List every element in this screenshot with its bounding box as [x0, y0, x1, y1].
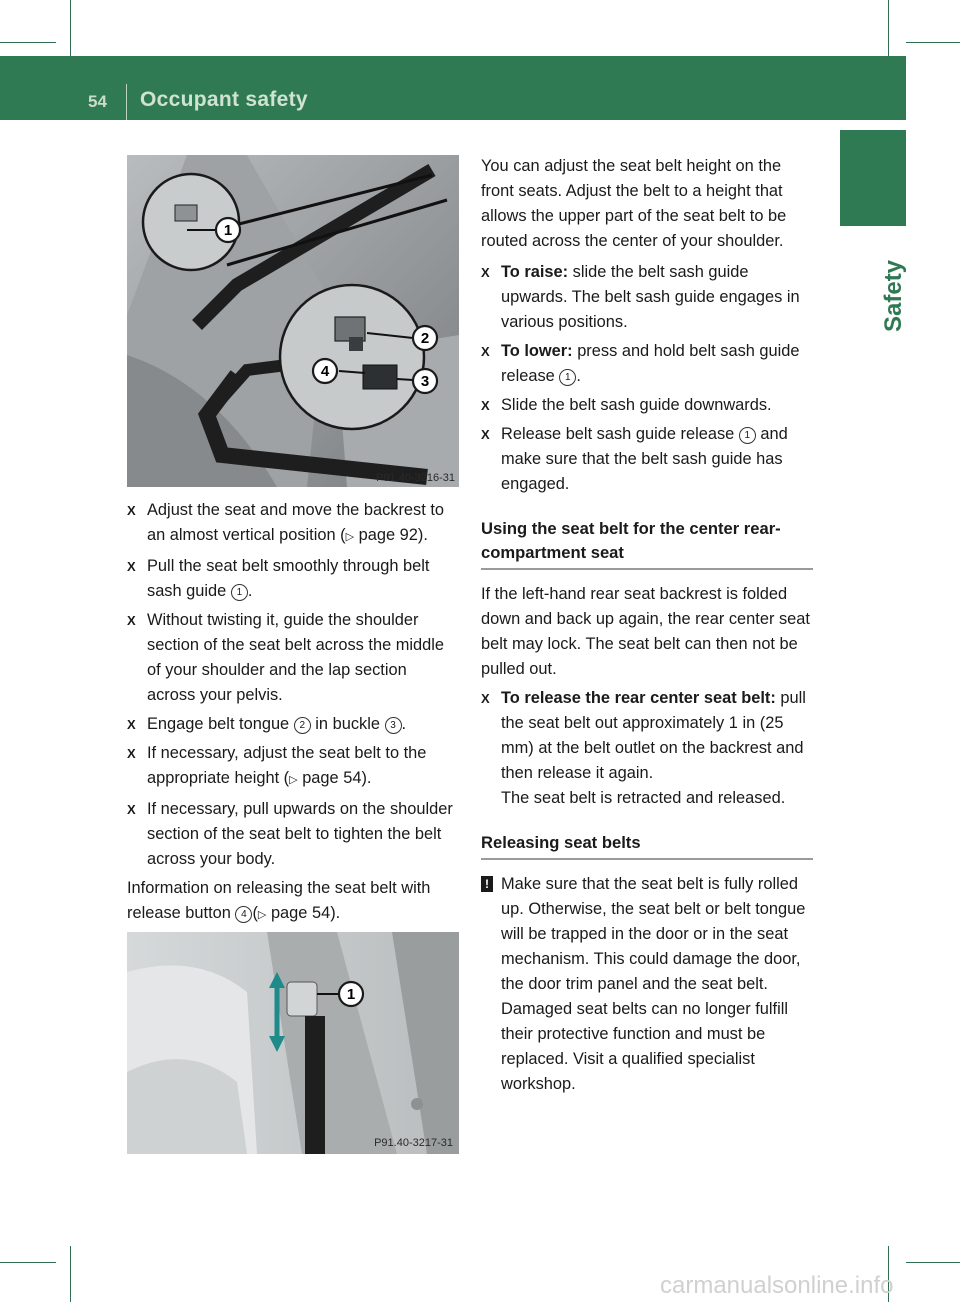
- arrow-icon: X: [481, 427, 490, 442]
- intro-paragraph: You can adjust the seat belt height on the front seats. Adjust the belt to a height that allows the upper part of the seat belt to be routed across the center of your shoulder.: [481, 157, 787, 250]
- step-item: X To release the rear center seat belt: pull the seat belt out approximately 1 in (25 mm) at the belt outlet on the backrest and then release it again. The seat belt is retracted and released.: [481, 686, 813, 811]
- step-item: X Release belt sash guide release 1 and make sure that the belt sash guide has engaged.: [481, 422, 813, 497]
- seat-belt-illustration: [127, 155, 459, 487]
- page-reference[interactable]: page 54: [270, 904, 331, 922]
- detail-circle-2: [280, 285, 424, 429]
- crop-mark: [70, 0, 71, 56]
- arrow-icon: X: [127, 746, 136, 761]
- crop-mark: [888, 0, 889, 56]
- page-reference[interactable]: page 92: [358, 526, 418, 544]
- arrow-icon: X: [481, 344, 490, 359]
- page-reference[interactable]: page 54: [302, 769, 362, 787]
- section-tab-block: [840, 130, 906, 226]
- callout-1-label: 1: [223, 222, 233, 239]
- warning-icon: !: [481, 876, 493, 892]
- page-ref-icon: ▷: [345, 531, 355, 543]
- seat-belt-figure: [127, 155, 459, 487]
- step-item: X To raise: slide the belt sash guide upwards. The belt sash guide engages in various positions.: [481, 260, 813, 335]
- callout-ref: 1: [231, 584, 248, 601]
- callout-4-label: 4: [320, 363, 330, 380]
- header-bar: [0, 56, 906, 120]
- result-text: The seat belt is retracted and released.: [501, 789, 786, 807]
- belt-height-illustration: [127, 932, 459, 1154]
- left-column: [127, 498, 459, 991]
- arrow-icon: X: [481, 691, 490, 706]
- crop-mark: [0, 42, 56, 43]
- step-item: X Pull the seat belt smoothly through belt sash guide 1 .: [127, 554, 459, 604]
- figure-code: P91.40-3216-31: [376, 472, 455, 484]
- figure-code: P91.40-3217-31: [374, 1137, 453, 1149]
- step-item: X To lower: press and hold belt sash guide release 1 .: [481, 339, 813, 389]
- warning-note: ! Make sure that the seat belt is fully rolled up. Otherwise, the seat belt or belt tongue will be trapped in the door or in the seat mechanism. This could damage the door, the door trim panel and the seat belt. Damaged seat belts can no longer fulfill their protective function and must be replaced. Visit a qualified specialist workshop.: [481, 872, 813, 1097]
- arrow-icon: X: [481, 265, 490, 280]
- page-title: Occupant safety: [140, 88, 308, 111]
- crop-mark: [906, 42, 960, 43]
- section-heading: Using the seat belt for the center rear-compartment seat: [481, 517, 813, 570]
- right-column: [481, 154, 813, 1097]
- step-item: X Adjust the seat and move the backrest to an almost vertical position (▷ page 92).: [127, 498, 459, 550]
- callout-ref: 1: [739, 427, 756, 444]
- belt-height-figure: [127, 932, 459, 1154]
- arrow-icon: X: [127, 559, 136, 574]
- section-tab-label: Safety: [880, 259, 907, 332]
- arrow-icon: X: [481, 398, 490, 413]
- page-ref-icon: ▷: [257, 909, 267, 921]
- callout-3-label: 3: [420, 373, 430, 390]
- step-item: X Slide the belt sash guide downwards.: [481, 393, 813, 418]
- paragraph: If the left-hand rear seat backrest is folded down and back up again, the rear center seat belt may lock. The seat belt can then not be pulled out.: [481, 585, 810, 678]
- callout-ref: 3: [385, 717, 402, 734]
- crop-mark: [70, 1246, 71, 1302]
- section-heading: Releasing seat belts: [481, 831, 813, 860]
- arrow-icon: X: [127, 613, 136, 628]
- callout-1-label: 1: [346, 986, 356, 1003]
- step-item: X If necessary, adjust the seat belt to the appropriate height (▷ page 54).: [127, 741, 459, 793]
- callout-2-label: 2: [420, 330, 430, 347]
- header-divider: [126, 84, 127, 120]
- crop-mark: [906, 1262, 960, 1263]
- callout-ref: 2: [294, 717, 311, 734]
- step-item: X Without twisting it, guide the shoulder section of the seat belt across the middle of your shoulder and the lap section across your pelvis.: [127, 608, 459, 708]
- watermark: carmanualsonline.info: [660, 1272, 894, 1299]
- arrow-icon: X: [127, 503, 136, 518]
- crop-mark: [0, 1262, 56, 1263]
- callout-ref: 4: [235, 906, 252, 923]
- arrow-icon: X: [127, 717, 136, 732]
- step-item: X Engage belt tongue 2 in buckle 3 .: [127, 712, 459, 737]
- callout-ref: 1: [559, 369, 576, 386]
- step-item: X If necessary, pull upwards on the shoulder section of the seat belt to tighten the belt across your body.: [127, 797, 459, 872]
- page-ref-icon: ▷: [289, 774, 298, 786]
- page-number: 54: [88, 92, 107, 111]
- info-paragraph: Information on releasing the seat belt with release button 4 (▷ page 54).: [127, 879, 431, 922]
- arrow-icon: X: [127, 802, 136, 817]
